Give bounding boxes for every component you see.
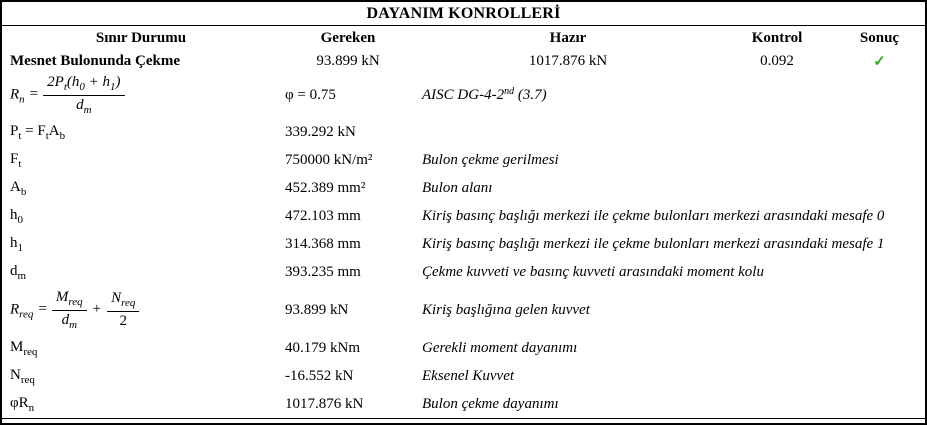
param-symbol: $M_{req}$: [10, 338, 38, 358]
param-value: -16.552 kN: [285, 367, 354, 384]
pt-formula-row: [2, 118, 925, 146]
param-description: Bulon çekme dayanımı: [422, 395, 559, 412]
column-header-row: [2, 26, 925, 50]
param-value: 314.368 mm: [285, 235, 361, 252]
report-title-row: [2, 2, 925, 26]
param-row-h0: [2, 202, 925, 230]
column-header-available: Hazır: [549, 29, 587, 46]
param-value: 40.179 kNm: [285, 339, 360, 356]
rn-fraction: $\frac{2P_t(h_0 + h_1)}{d_m}$: [43, 74, 124, 116]
rn-code-reference: AISC DG-4-2nd (3.7): [422, 86, 547, 103]
param-symbol: $h_1$: [10, 234, 23, 254]
rn-phi-factor: φ = 0.75: [285, 86, 336, 103]
param-symbol: $\varphi R_n$: [10, 394, 35, 414]
check-row-required-value: 93.899 kN: [316, 52, 380, 69]
check-row-label: Mesnet Bulonunda Çekme: [10, 52, 181, 69]
param-row-h1: [2, 230, 925, 258]
param-value: 393.235 mm: [285, 263, 361, 280]
check-pass-icon: ✓: [873, 53, 886, 70]
param-description: Çekme kuvveti ve basınç kuvveti arasındaki moment kolu: [422, 263, 764, 280]
param-row-mreq: [2, 334, 925, 362]
param-value: 1017.876 kN: [285, 395, 364, 412]
rn-formula-row: [2, 72, 925, 118]
param-description: Bulon alanı: [422, 179, 493, 196]
param-symbol: $F_t$: [10, 150, 22, 170]
param-description: Eksenel Kuvvet: [422, 367, 515, 384]
rn-formula: $R_n$ = $\frac{2P_t(h_0 + h_1)}{d_m}$: [2, 74, 280, 116]
bottom-rule: [2, 418, 925, 423]
param-row-nreq: [2, 362, 925, 390]
rreq-fraction-2: $\frac{N_{req}}{2}$: [107, 290, 139, 330]
param-row-ft: [2, 146, 925, 174]
param-value: 472.103 mm: [285, 207, 361, 224]
param-description: Kiriş basınç başlığı merkezi ile çekme bulonları merkezi arasındaki mesafe 0: [422, 207, 885, 224]
param-row-dm: [2, 258, 925, 286]
pt-value: 339.292 kN: [285, 123, 356, 140]
param-description: Bulon çekme gerilmesi: [422, 151, 559, 168]
check-result-row: [2, 50, 925, 72]
rreq-description: Kiriş başlığına gelen kuvvet: [422, 301, 590, 318]
param-symbol: $N_{req}$: [10, 366, 35, 386]
param-value: 750000 kN/m²: [285, 151, 373, 168]
column-header-result: Sonuç: [859, 29, 900, 46]
rreq-formula-row: [2, 286, 925, 334]
rreq-value: 93.899 kN: [285, 301, 349, 318]
rreq-formula: $R_{req}$ = $\frac{M_{req}}{d_m}$ + $\frac{N_{req}}{2}$: [2, 289, 280, 331]
rreq-fraction-1: $\frac{M_{req}}{d_m}$: [52, 289, 87, 331]
column-header-required: Gereken: [320, 29, 376, 46]
report-title: DAYANIM KONROLLERİ: [366, 4, 561, 22]
param-row-ab: [2, 174, 925, 202]
param-symbol: $h_0$: [10, 206, 23, 226]
check-row-control-ratio: 0.092: [760, 52, 794, 69]
column-header-control: Kontrol: [751, 29, 803, 46]
param-value: 452.389 mm²: [285, 179, 366, 196]
param-row-phirn: [2, 390, 925, 418]
column-header-limit-state: Sınır Durumu: [95, 29, 187, 46]
check-row-available-value: 1017.876 kN: [528, 52, 608, 69]
check-row-result: [834, 52, 925, 71]
param-symbol: $d_m$: [10, 262, 27, 282]
pt-formula: $P_t = F_tA_b$: [10, 122, 66, 142]
param-description: Kiriş basınç başlığı merkezi ile çekme bulonları merkezi arasındaki mesafe 1: [422, 235, 885, 252]
param-description: Gerekli moment dayanımı: [422, 339, 578, 356]
param-symbol: $A_b$: [10, 178, 27, 198]
